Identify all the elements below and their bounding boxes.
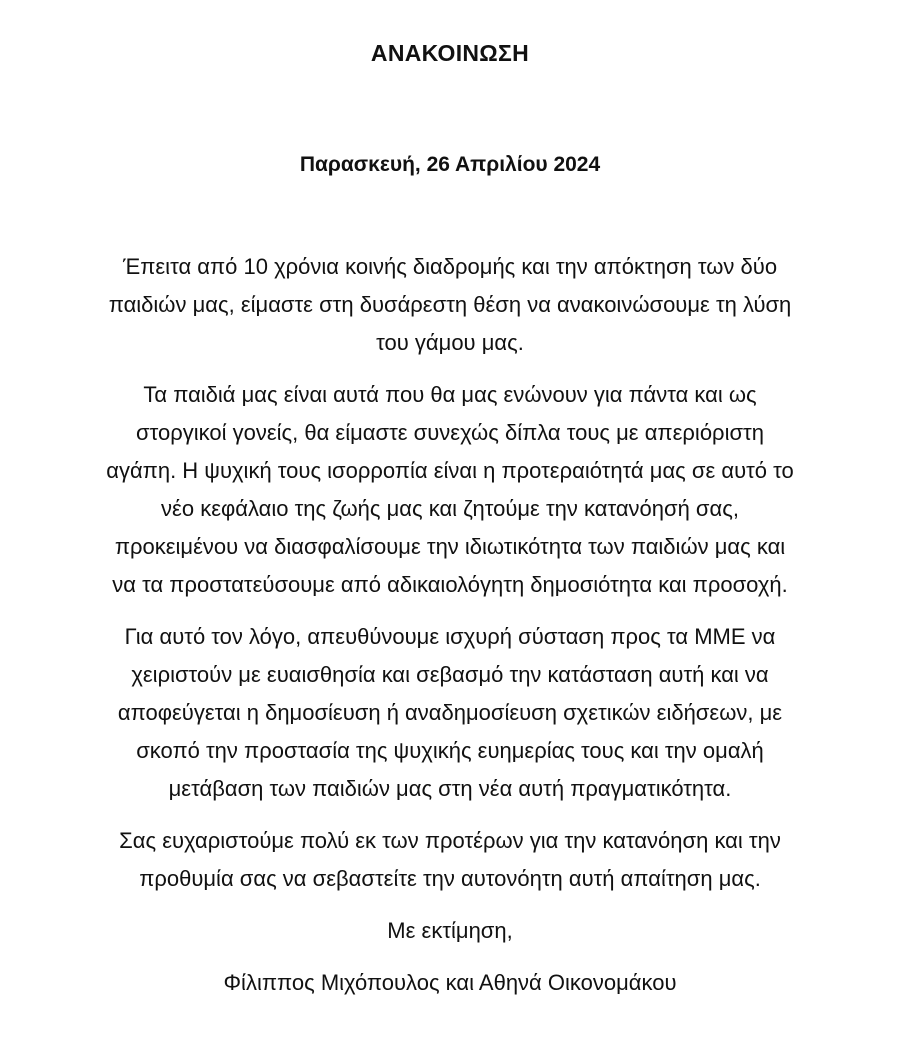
paragraph-4 — [30, 822, 870, 898]
closing-salutation: Με εκτίμηση, — [387, 918, 513, 943]
document-title: ΑΝΑΚΟΙΝΩΣΗ — [370, 40, 530, 66]
paragraph-line: Σας ευχαριστούμε πολύ εκ των προτέρων για την κατανόηση και την — [119, 828, 781, 853]
paragraph-line: χειριστούν με ευαισθησία και σεβασμό την κατάσταση αυτή και να — [131, 662, 769, 687]
paragraph-line: νέο κεφάλαιο της ζωής μας και ζητούμε την κατανόησή σας, — [161, 496, 739, 521]
paragraph-line: προκειμένου να διασφαλίσουμε την ιδιωτικότητα των παιδιών μας και — [114, 534, 786, 559]
paragraph-line: μετάβαση των παιδιών μας στη νέα αυτή πραγματικότητα. — [168, 776, 732, 801]
paragraph-line: να τα προστατεύσουμε από αδικαιολόγητη δημοσιότητα και προσοχή. — [112, 572, 788, 597]
paragraph-line: Έπειτα από 10 χρόνια κοινής διαδρομής και την απόκτηση των δύο — [122, 254, 778, 279]
paragraph-line: Τα παιδιά μας είναι αυτά που θα μας ενώνουν για πάντα και ως — [143, 382, 757, 407]
paragraph-line: στοργικοί γονείς, θα είμαστε συνεχώς δίπλα τους με απεριόριστη — [136, 420, 764, 445]
paragraph-line: του γάμου μας. — [376, 330, 524, 355]
paragraph-3 — [30, 618, 870, 808]
paragraph-line: παιδιών μας, είμαστε στη δυσάρεστη θέση να ανακοινώσουμε τη λύση — [108, 292, 792, 317]
paragraph-2 — [30, 376, 870, 604]
signatures: Φίλιππος Μιχόπουλος και Αθηνά Οικονομάκου — [223, 970, 677, 995]
paragraph-1 — [30, 248, 870, 362]
paragraph-line: σκοπό την προστασία της ψυχικής ευημερίας τους και την ομαλή — [136, 738, 764, 763]
paragraph-line: αγάπη. Η ψυχική τους ισορροπία είναι η προτεραιότητά μας σε αυτό το — [106, 458, 794, 483]
paragraph-line: Για αυτό τον λόγο, απευθύνουμε ισχυρή σύσταση προς τα ΜΜΕ να — [124, 624, 776, 649]
paragraph-line: αποφεύγεται η δημοσίευση ή αναδημοσίευση σχετικών ειδήσεων, με — [117, 700, 783, 725]
document-body — [30, 248, 870, 1002]
paragraph-line: προθυμία σας να σεβαστείτε την αυτονόητη αυτή απαίτηση μας. — [139, 866, 761, 891]
document-date: Παρασκευή, 26 Απριλίου 2024 — [299, 153, 601, 176]
